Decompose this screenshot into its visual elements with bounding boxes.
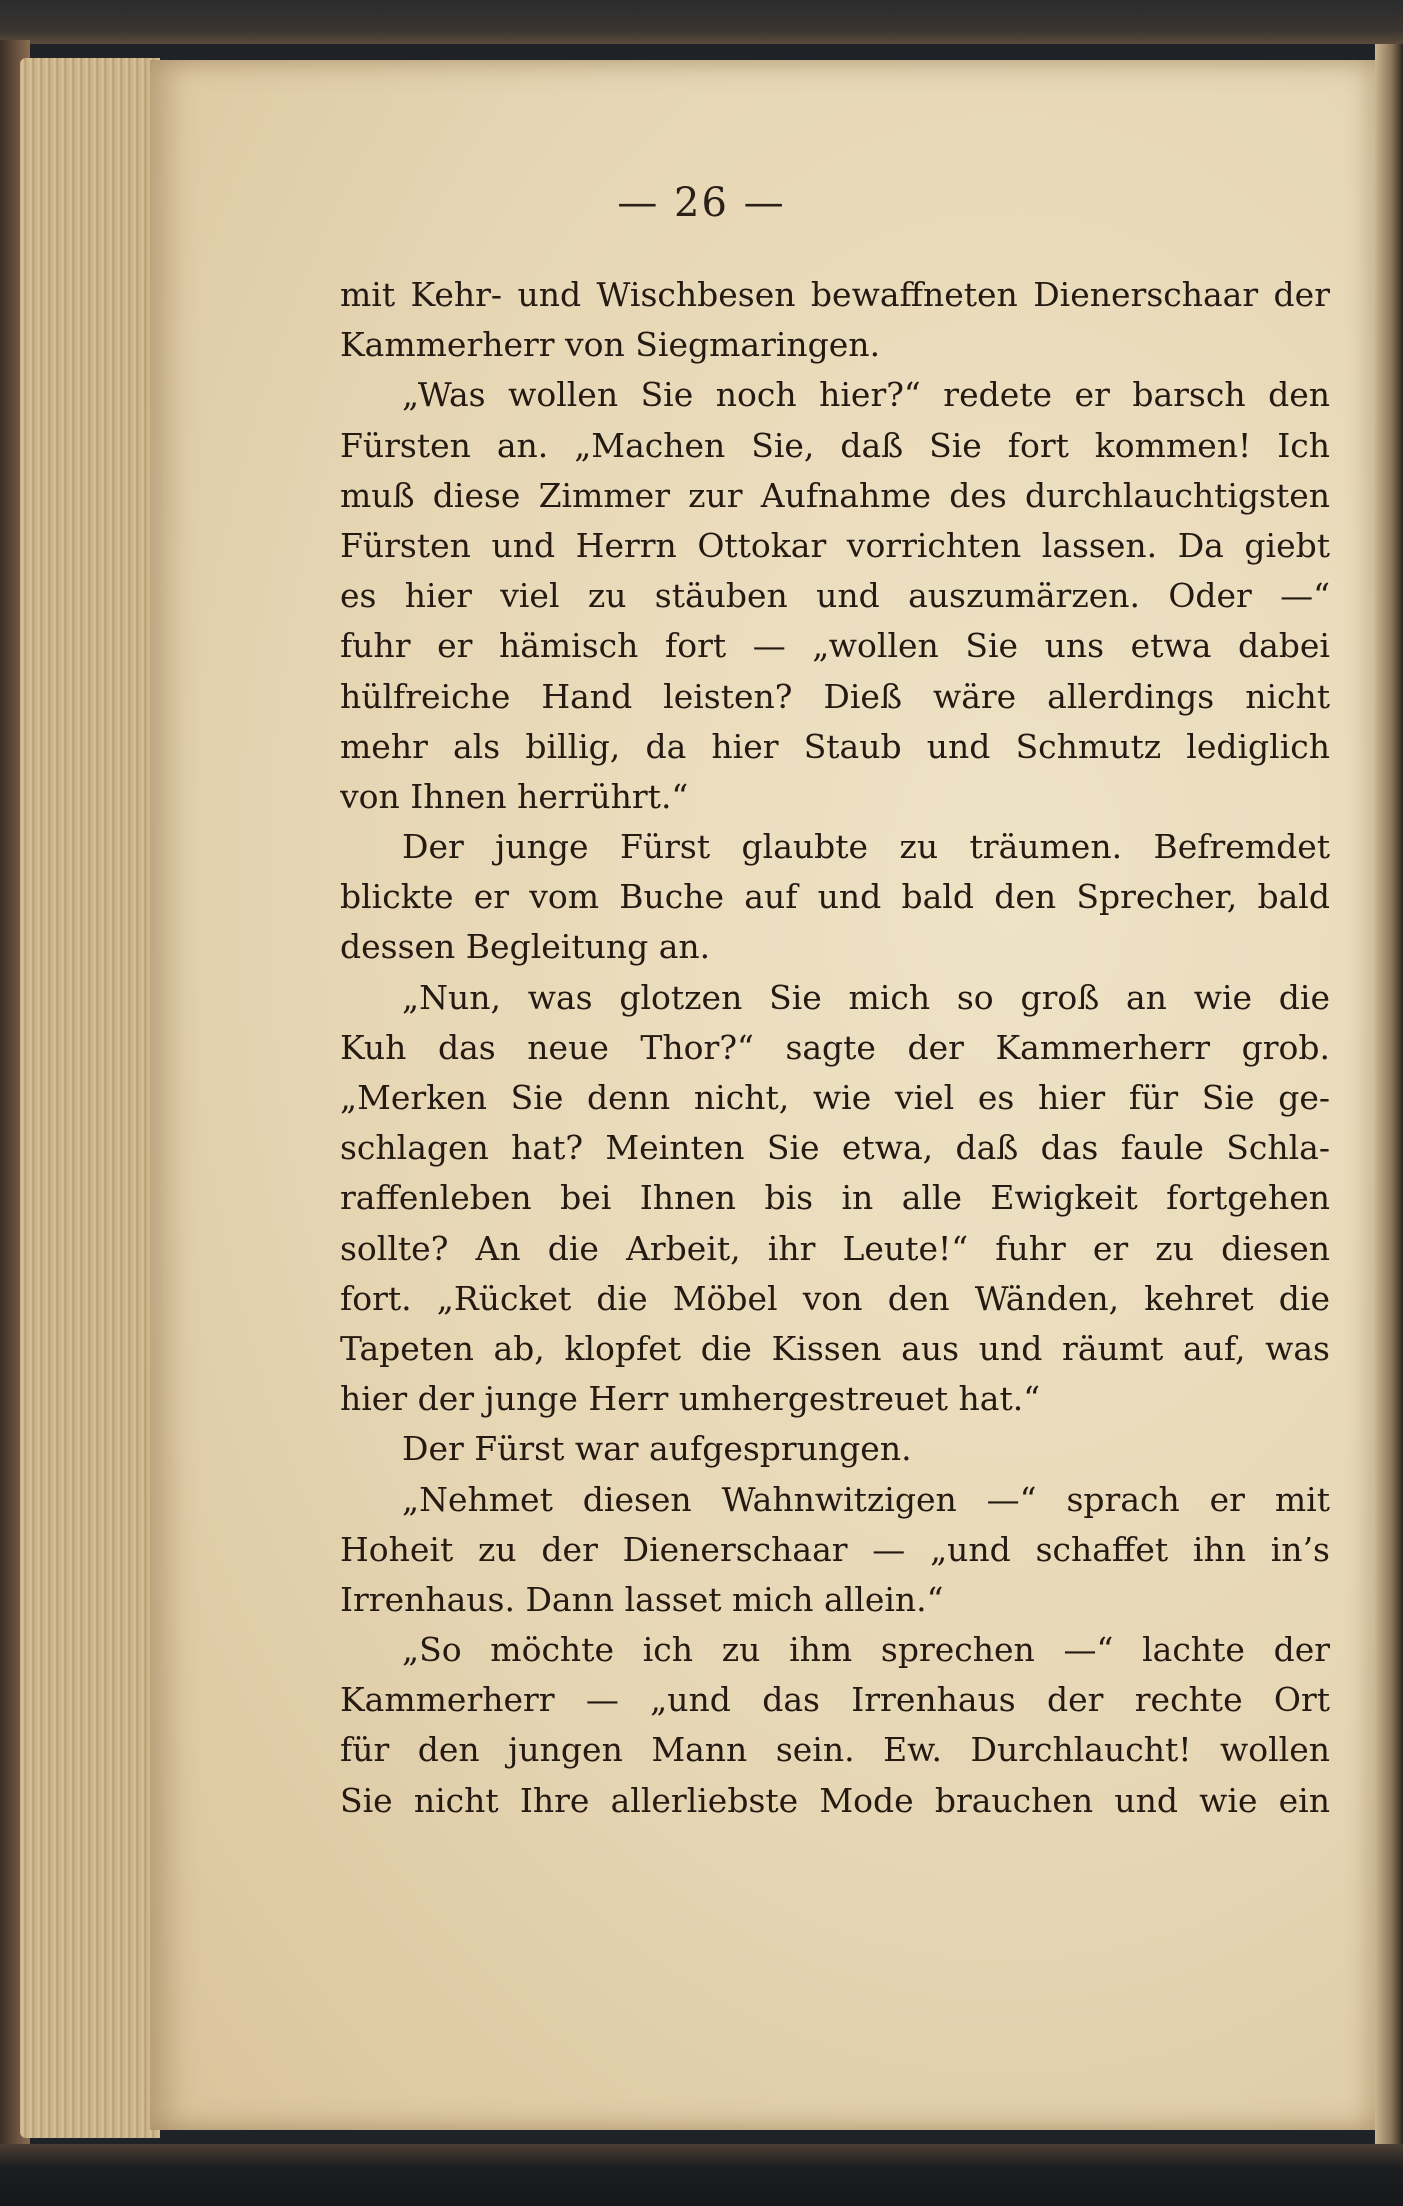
text-line: raffenleben bei Ihnen bis in alle Ewigkeit fortgehen (340, 1178, 1330, 1218)
text-line: blickte er vom Buche auf und bald den Sprecher, bald (340, 877, 1330, 917)
text-line: für den jungen Mann sein. Ew. Durchlaucht! wollen (340, 1730, 1330, 1770)
text-line: Fürsten und Herrn Ottokar vorrichten lassen. Da giebt (340, 525, 1330, 565)
book-cover-bottom-edge (0, 2144, 1403, 2206)
text-line: hülfreiche Hand leisten? Dieß wäre allerdings nicht (340, 676, 1330, 716)
text-line: Kammerherr — „und das Irrenhaus der rechte Ort (340, 1680, 1330, 1720)
text-line: Der junge Fürst glaubte zu träumen. Befremdet (402, 827, 1330, 867)
text-line: „Nun, was glotzen Sie mich so groß an wie die (402, 977, 1330, 1017)
text-line: fort. „Rücket die Möbel von den Wänden, kehret die (340, 1278, 1330, 1318)
text-line: schlagen hat? Meinten Sie etwa, daß das faule Schla- (340, 1128, 1330, 1168)
body-text (340, 270, 1330, 1826)
text-line: sollte? An die Arbeit, ihr Leute!“ fuhr er zu diesen (340, 1228, 1330, 1268)
text-line: Tapeten ab, klopfet die Kissen aus und räumt auf, was (340, 1328, 1330, 1368)
text-line: mit Kehr- und Wischbesen bewaffneten Dienerschaar der (340, 275, 1330, 314)
text-line: dessen Begleitung an. (340, 927, 711, 967)
text-line: fuhr er hämisch fort — „wollen Sie uns etwa dabei (340, 626, 1330, 666)
text-line: Kuh das neue Thor?“ sagte der Kammerherr grob. (340, 1027, 1330, 1067)
text-line: muß diese Zimmer zur Aufnahme des durchlauchtigsten (340, 475, 1330, 515)
page-number: — 26 — (617, 180, 786, 226)
text-line: von Ihnen herrührt.“ (340, 776, 689, 816)
text-line: Hoheit zu der Dienerschaar — „und schaffet ihn in’s (340, 1529, 1330, 1569)
stacked-page-edges (20, 58, 160, 2138)
text-line: „Merken Sie denn nicht, wie viel es hier für Sie ge- (340, 1078, 1330, 1117)
text-line: „So möchte ich zu ihm sprechen —“ lachte der (402, 1630, 1330, 1670)
text-line: Kammerherr von Siegmaringen. (340, 325, 881, 365)
text-line: hier der junge Herr umhergestreuet hat.“ (340, 1379, 1041, 1419)
text-line: „Was wollen Sie noch hier?“ redete er barsch den (402, 375, 1330, 415)
book-cover-top-edge (0, 0, 1403, 44)
text-line: Irrenhaus. Dann lasset mich allein.“ (340, 1579, 944, 1619)
text-line: mehr als billig, da hier Staub und Schmutz lediglich (340, 726, 1330, 766)
text-line: „Nehmet diesen Wahnwitzigen —“ sprach er mit (402, 1479, 1330, 1519)
text-line: es hier viel zu stäuben und auszumärzen. Oder —“ (340, 576, 1330, 616)
text-line: Der Fürst war aufgesprungen. (402, 1429, 912, 1469)
page-right-edge (1375, 44, 1403, 2144)
text-line: Fürsten an. „Machen Sie, daß Sie fort kommen! Ich (340, 425, 1330, 465)
text-line: Sie nicht Ihre allerliebste Mode brauchen und wie ein (340, 1780, 1330, 1820)
